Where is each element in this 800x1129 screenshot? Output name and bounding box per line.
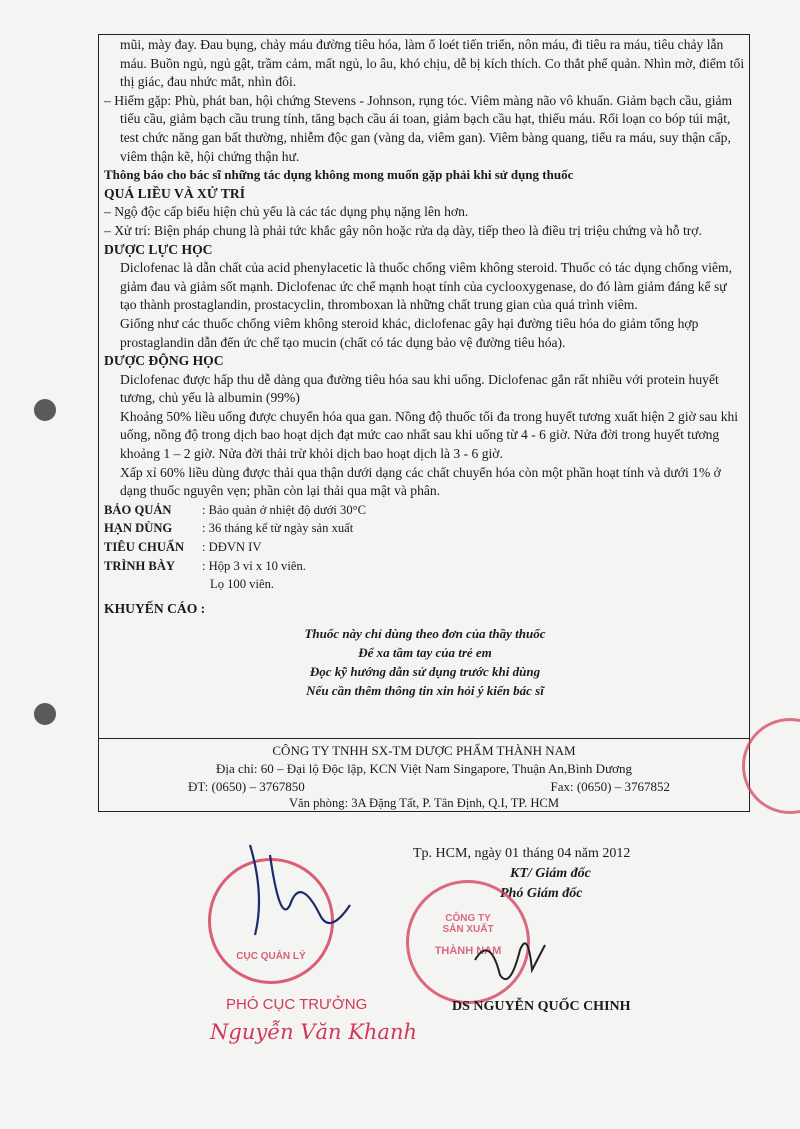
presentation-value-2: Lọ 100 viên. [210,577,275,592]
overdose-line-1: – Ngộ độc cấp biểu hiện chủ yếu là các tác dụng phụ nặng lên hơn. [104,204,469,220]
signature-role-1: KT/ Giám đốc [510,866,591,881]
company-address: Địa chỉ: 60 – Đại lộ Độc lập, KCN Việt Nam Singapore, Thuận An,Bình Dương [216,761,632,776]
pharmacokinetics-p1: Diclofenac được hấp thu dễ dàng qua đường tiêu hóa sau khi uống. Diclofenac gắn rất nhiều với protein huyết tương, chủ yếu là albumin (99%) [120,371,719,406]
company-fax: Fax: (0650) – 3767852 [550,779,670,794]
pharmacodynamics-p2: Giống như các thuốc chống viêm không steroid khác, diclofenac gây hại đường tiêu hóa do giảm tổng hợp prostaglandin dẫn đến ức chế tạo mucin (chất có tác dụng bảo vệ đường tiêu hóa). [120,315,699,350]
side-effects-notice: Thông báo cho bác sĩ những tác dụng không mong muốn gặp phải khi sử dụng thuốc [104,167,574,183]
warning-line-1: Thuốc này chỉ dùng theo đơn của thầy thuốc [304,626,546,642]
approval-signature-stroke [230,835,360,955]
storage-row [104,501,746,520]
overdose-heading: QUÁ LIỀU VÀ XỬ TRÍ [104,185,245,201]
side-effects-continued: mũi, mày đay. Đau bụng, chảy máu đường tiêu hóa, làm ổ loét tiến triển, nôn máu, đi tiêu ra máu, tiêu chảy lẫn máu. Buồn ngủ, ngủ gật, trầm cảm, mất ngủ, lo âu, khó chịu, dễ bị kích thích. Co thắt phế quản. Nhìn mờ, điểm tối thị giác, đau nhức mắt, nhìn đôi. [120,37,745,90]
pharmacokinetics-p3: Xấp xỉ 60% liều dùng được thải qua thận dưới dạng các chất chuyển hóa còn một phần hoạt tính và dưới 1% ở dạng thuốc nguyên vẹn; phần còn lại thải qua mật và phân. [120,464,721,499]
overdose-line-2: – Xử trí: Biện pháp chung là phải tức khắc gây nôn hoặc rửa dạ dày, tiếp theo là điều trị triệu chứng và hỗ trợ. [104,222,702,238]
company-signature-stroke [470,930,570,990]
pharmacodynamics-p1: Diclofenac là dẫn chất của acid phenylacetic là thuốc chống viêm không steroid. Thuốc có tác dụng chống viêm, giảm đau và giảm sốt mạnh. Diclofenac ức chế mạnh hoạt tính của cyclooxygenase, do đó làm giảm đáng kể sự tạo thành prostaglandin, prostacyclin, thromboxan là những chất trung gian của quá trình viêm. [120,260,733,313]
presentation-row [104,557,746,576]
company-seal-text-2: SẢN XUẤT [442,924,494,935]
punch-hole-bottom [34,703,56,725]
presentation-value-1: : Hộp 3 vỉ x 10 viên. [202,558,306,573]
pharmacodynamics-heading: DƯỢC LỰC HỌC [104,241,213,257]
expiry-row [104,519,746,538]
standard-label: TIÊU CHUẨN [104,540,185,555]
company-name: CÔNG TY TNHH SX-TM DƯỢC PHẨM THÀNH NAM [272,743,576,758]
company-block [98,738,750,796]
standard-value: : DĐVN IV [202,540,262,555]
leaflet-body [104,36,746,700]
warning-line-4: Nếu cần thêm thông tin xin hỏi ý kiến bác sĩ [306,683,544,699]
expiry-label: HẠN DÙNG [104,521,173,536]
company-phone: ĐT: (0650) – 3767850 [188,779,305,794]
signature-date: Tp. HCM, ngày 01 tháng 04 năm 2012 [413,846,631,861]
approval-seal-text: CỤC QUẢN LÝ [236,951,306,962]
approval-title: PHÓ CỤC TRƯỞNG [226,996,368,1013]
presentation-label: TRÌNH BÀY [104,558,176,573]
side-effects-rare: – Hiếm gặp: Phù, phát ban, hội chứng Stevens - Johnson, rụng tóc. Viêm màng não vô khuẩn. Giảm bạch cầu, giảm tiểu cầu, giảm bạch cầu trung tính, tăng bạch cầu ái toan, giảm bạch cầu hạt, thiếu máu. Rối loạn co bóp túi mật, test chức năng gan bất thường, nhiễm độc gan (vàng da, viêm gan). Viêm bàng quang, tiểu ra máu, suy thận cấp, viêm thận kẽ, hội chứng thận hư. [104,92,733,164]
punch-hole-top [34,399,56,421]
pharmacokinetics-heading: DƯỢC ĐỘNG HỌC [104,353,224,369]
company-seal-text-3: THÀNH NAM [434,945,502,957]
signature-name: DS NGUYỄN QUỐC CHINH [452,999,631,1014]
warning-heading: KHUYẾN CÁO : [104,600,206,616]
company-seal-text-1: CÔNG TY [445,913,491,924]
presentation-row-2 [104,575,746,594]
storage-label: BẢO QUẢN [104,502,172,517]
standard-row [104,538,746,557]
signature-role-2: Phó Giám đốc [500,886,583,901]
approval-name: Nguyễn Văn Khanh [210,1020,417,1044]
pharmacokinetics-p2: Khoảng 50% liều uống được chuyển hóa qua gan. Nồng độ thuốc tối đa trong huyết tương xuất hiện 2 giờ sau khi uống, nồng độ trong dịch bao hoạt dịch đạt mức cao nhất sau khi uống từ 4 - 6 giờ. Nửa đời trong huyết tương khoảng 1 – 2 giờ. Nửa đời thải trừ khỏi dịch bao hoạt dịch là 3 - 6 giờ. [120,408,739,462]
edge-stamp [742,718,800,814]
storage-value: : Bảo quản ở nhiệt độ dưới 30°C [202,502,367,517]
company-office: Văn phòng: 3A Đặng Tất, P. Tân Định, Q.I, TP. HCM [288,796,560,810]
expiry-value: : 36 tháng kể từ ngày sản xuất [202,521,354,536]
warning-line-2: Để xa tầm tay của trẻ em [358,645,492,661]
warning-line-3: Đọc kỹ hướng dẫn sử dụng trước khi dùng [309,664,541,680]
